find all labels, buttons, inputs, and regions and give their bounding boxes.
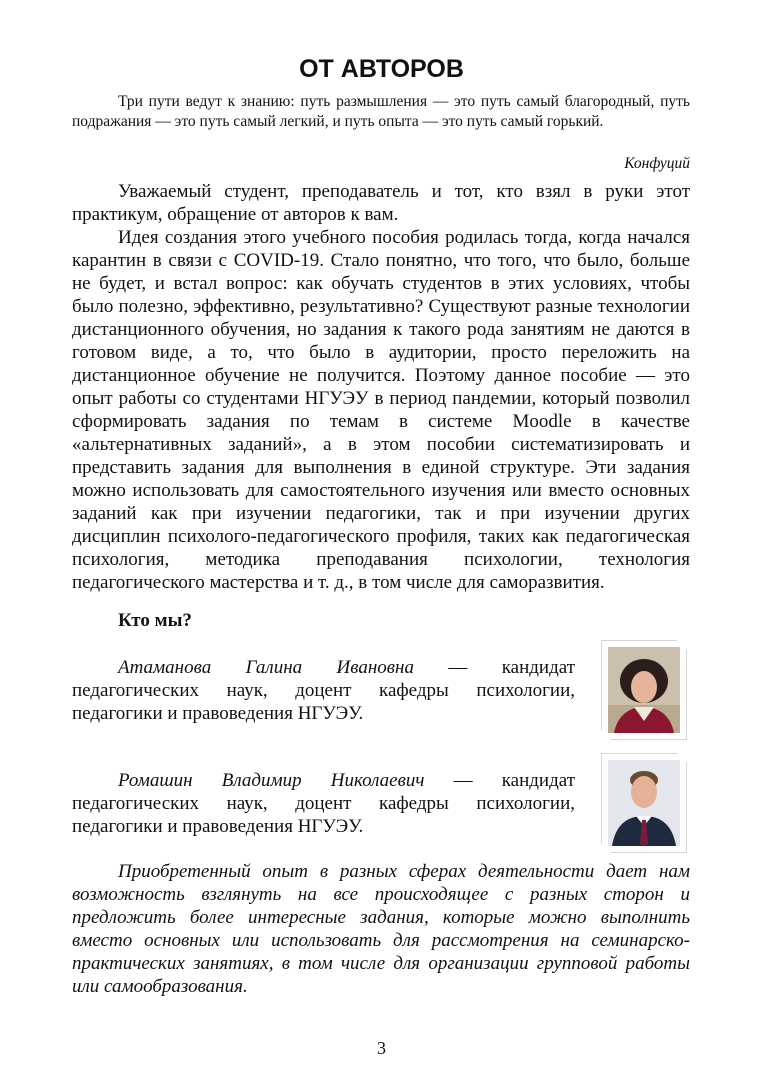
author-description-1: — кандидат педагогических наук, доцент кафедры психологии, педагогики и правоведения НГУЭУ. (72, 657, 576, 724)
intro-body (72, 180, 690, 594)
author-portrait-woman-icon (608, 647, 680, 733)
author-description-2: — кандидат педагогических наук, доцент кафедры психологии, педагогики и правоведения НГУЭУ. (72, 770, 576, 837)
page-number: 3 (377, 1038, 386, 1058)
epigraph-author: Конфуций (624, 155, 690, 172)
intro-paragraph-1: Уважаемый студент, преподаватель и тот, кто взял в руки этот практикум, обращение от авторов к вам. (72, 181, 690, 225)
closing-paragraph: Приобретенный опыт в разных сферах деятельности дает нам возможность взглянуть на все происходящее с разных сторон и предложить более интересные задания, которые можно выполнить вместо основных или использовать для рассмотрения на семинарско-практических занятиях, в том числе для организации групповой работы или самообразования. (72, 861, 690, 997)
page-title: ОТ АВТОРОВ (299, 55, 464, 83)
author-entry-2 (72, 769, 575, 838)
who-we-are-heading: Кто мы? (118, 610, 192, 631)
intro-paragraph-2: Идея создания этого учебного пособия родилась тогда, когда начался карантин в связи с COVID-19. Стало понятно, что того, что было, больше не будет, и встал вопрос: как обучать студентов в этих условиях, чтобы было полезно, эффективно, результативно? Существуют разные технологии дистанционного обучения, но задания к такого рода занятиям не даются в готовом виде, а то, что было в аудитории, просто переложить на дистанционное обучение не получится. Поэтому данное пособие — это опыт работы со студентами НГУЭУ в период пандемии, который позволил сформировать задания по темам в системе Moodle в качестве «альтернативных заданий», а в этом пособии систематизировать и представить задания для выполнения в единой структуре. Эти задания можно использовать для самостоятельного изучения или вместо основных заданий как при изучении педагогики, так и при изучении других дисциплин психолого-педагогического профиля, таких как педагогическая психология, методика преподавания психологии, технология педагогического мастерства и т. д., в том числе для саморазвития. (72, 227, 690, 593)
author-name-1: Атаманова Галина Ивановна (118, 657, 414, 678)
author-name-2: Ромашин Владимир Николаевич (118, 770, 425, 791)
author-portrait-man-icon (608, 760, 680, 846)
epigraph-text: Три пути ведут к знанию: путь размышления — это путь самый благородный, путь подражания — это путь самый легкий, и путь опыта — это путь самый горький. (72, 93, 690, 130)
author-photo-2 (601, 753, 687, 853)
author-entry-1 (72, 656, 575, 725)
author-photo-1 (601, 640, 687, 740)
